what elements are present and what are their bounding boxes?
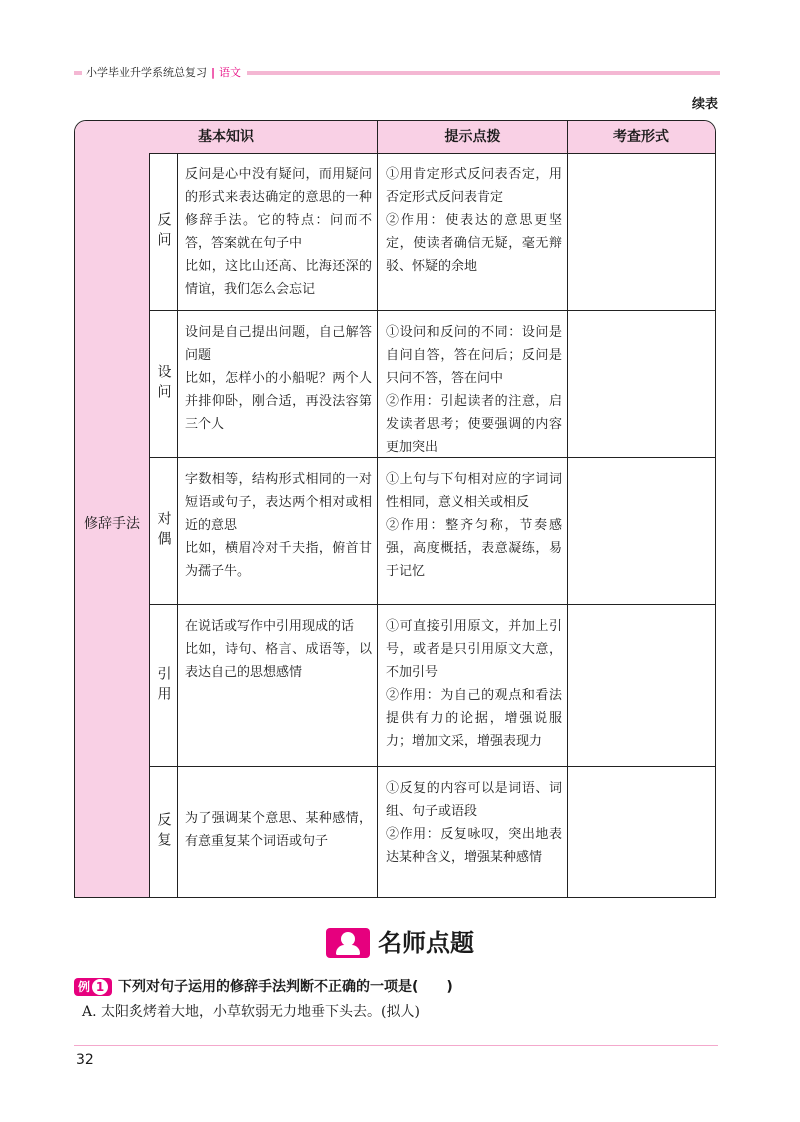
tip-cell: ①上句与下句相对应的字词词性相同，意义相关或相反 ②作用：整齐匀称，节奏感强，高度概括，表意凝练，易于记忆 xyxy=(379,458,568,604)
section-title: 名师点题 xyxy=(378,929,474,957)
running-header xyxy=(74,66,720,80)
table-row xyxy=(150,605,715,767)
book-title: 小学毕业升学系统总复习 xyxy=(86,66,207,79)
category-cell xyxy=(75,153,150,897)
header-text xyxy=(82,66,247,80)
table-row xyxy=(150,311,715,458)
knowledge-cell: 设问是自己提出问题，自己解答问题 比如，怎样小的小船呢？两个人并排仰卧，刚合适，再没法容第三个人 xyxy=(178,311,378,457)
table-header xyxy=(75,121,715,154)
knowledge-cell: 在说话或写作中引用现成的话 比如，诗句、格言、成语等，以表达自己的思想感情 xyxy=(178,605,378,766)
continued-label: 续表 xyxy=(691,97,718,112)
column-header-knowledge: 基本知识 xyxy=(198,129,254,145)
category-label: 修辞手法 xyxy=(84,516,140,532)
teacher-icon xyxy=(326,928,370,958)
example-number: 1 xyxy=(92,979,108,995)
rhetoric-table xyxy=(74,120,716,898)
term-label: 反问 xyxy=(155,211,172,252)
tip-cell: ①用肯定形式反问表否定，用否定形式反问表肯定 ②作用：使表达的意思更坚定，使读者确信无疑，毫无辩驳、怀疑的余地 xyxy=(379,153,568,310)
term-cell xyxy=(150,605,178,766)
example-tag xyxy=(74,978,112,996)
header-divider xyxy=(567,121,568,153)
term-cell xyxy=(150,767,178,897)
header-divider xyxy=(377,121,378,153)
term-cell xyxy=(150,458,178,604)
table-row xyxy=(150,153,715,311)
term-cell xyxy=(150,311,178,457)
subject-label: 语文 xyxy=(219,66,242,79)
term-label: 引用 xyxy=(155,665,172,706)
term-label: 反复 xyxy=(155,812,172,852)
table-row xyxy=(150,458,715,605)
example-question xyxy=(74,977,453,997)
term-cell xyxy=(150,153,178,310)
knowledge-cell: 反问是心中没有疑问，而用疑问的形式来表达确定的意思的一种修辞手法。它的特点：问而不答，答案就在句子中 比如，这比山还高、比海还深的情谊，我们怎么会忘记 xyxy=(178,153,378,310)
table-row xyxy=(150,767,715,897)
term-label: 设问 xyxy=(155,364,172,404)
column-header-tip: 提示点拨 xyxy=(444,129,501,145)
term-label: 对偶 xyxy=(155,511,172,551)
knowledge-cell: 字数相等，结构形式相同的一对短语或句子，表达两个相对或相近的意思 比如，横眉冷对千夫指，俯首甘为孺子牛。 xyxy=(178,458,378,604)
knowledge-cell: 为了强调某个意思、某种感情，有意重复某个词语或句子 xyxy=(178,767,378,897)
tip-cell: ①反复的内容可以是词语、词组、句子或语段 ②作用：反复咏叹，突出地表达某种含义，增强某种感情 xyxy=(379,767,568,897)
tip-cell: ①可直接引用原文，并加上引号，或者是只引用原文大意，不加引号 ②作用：为自己的观点和看法提供有力的论据，增强说服力；增加文采，增强表现力 xyxy=(379,605,568,766)
option-a: A. 太阳炙烤着大地，小草软弱无力地垂下头去。(拟人) xyxy=(82,1004,420,1020)
column-header-form: 考查形式 xyxy=(613,129,669,145)
example-tag-label: 例 xyxy=(78,980,91,994)
question-text: 下列对句子运用的修辞手法判断不正确的一项是( ) xyxy=(118,979,453,995)
page-number: 32 xyxy=(76,1052,94,1068)
footer-divider xyxy=(74,1045,718,1046)
header-separator: | xyxy=(211,66,216,79)
tip-cell: ①设问和反问的不同：设问是自问自答，答在问后；反问是只问不答，答在问中 ②作用：引起读者的注意，启发读者思考；使要强调的内容更加突出 xyxy=(379,311,568,457)
